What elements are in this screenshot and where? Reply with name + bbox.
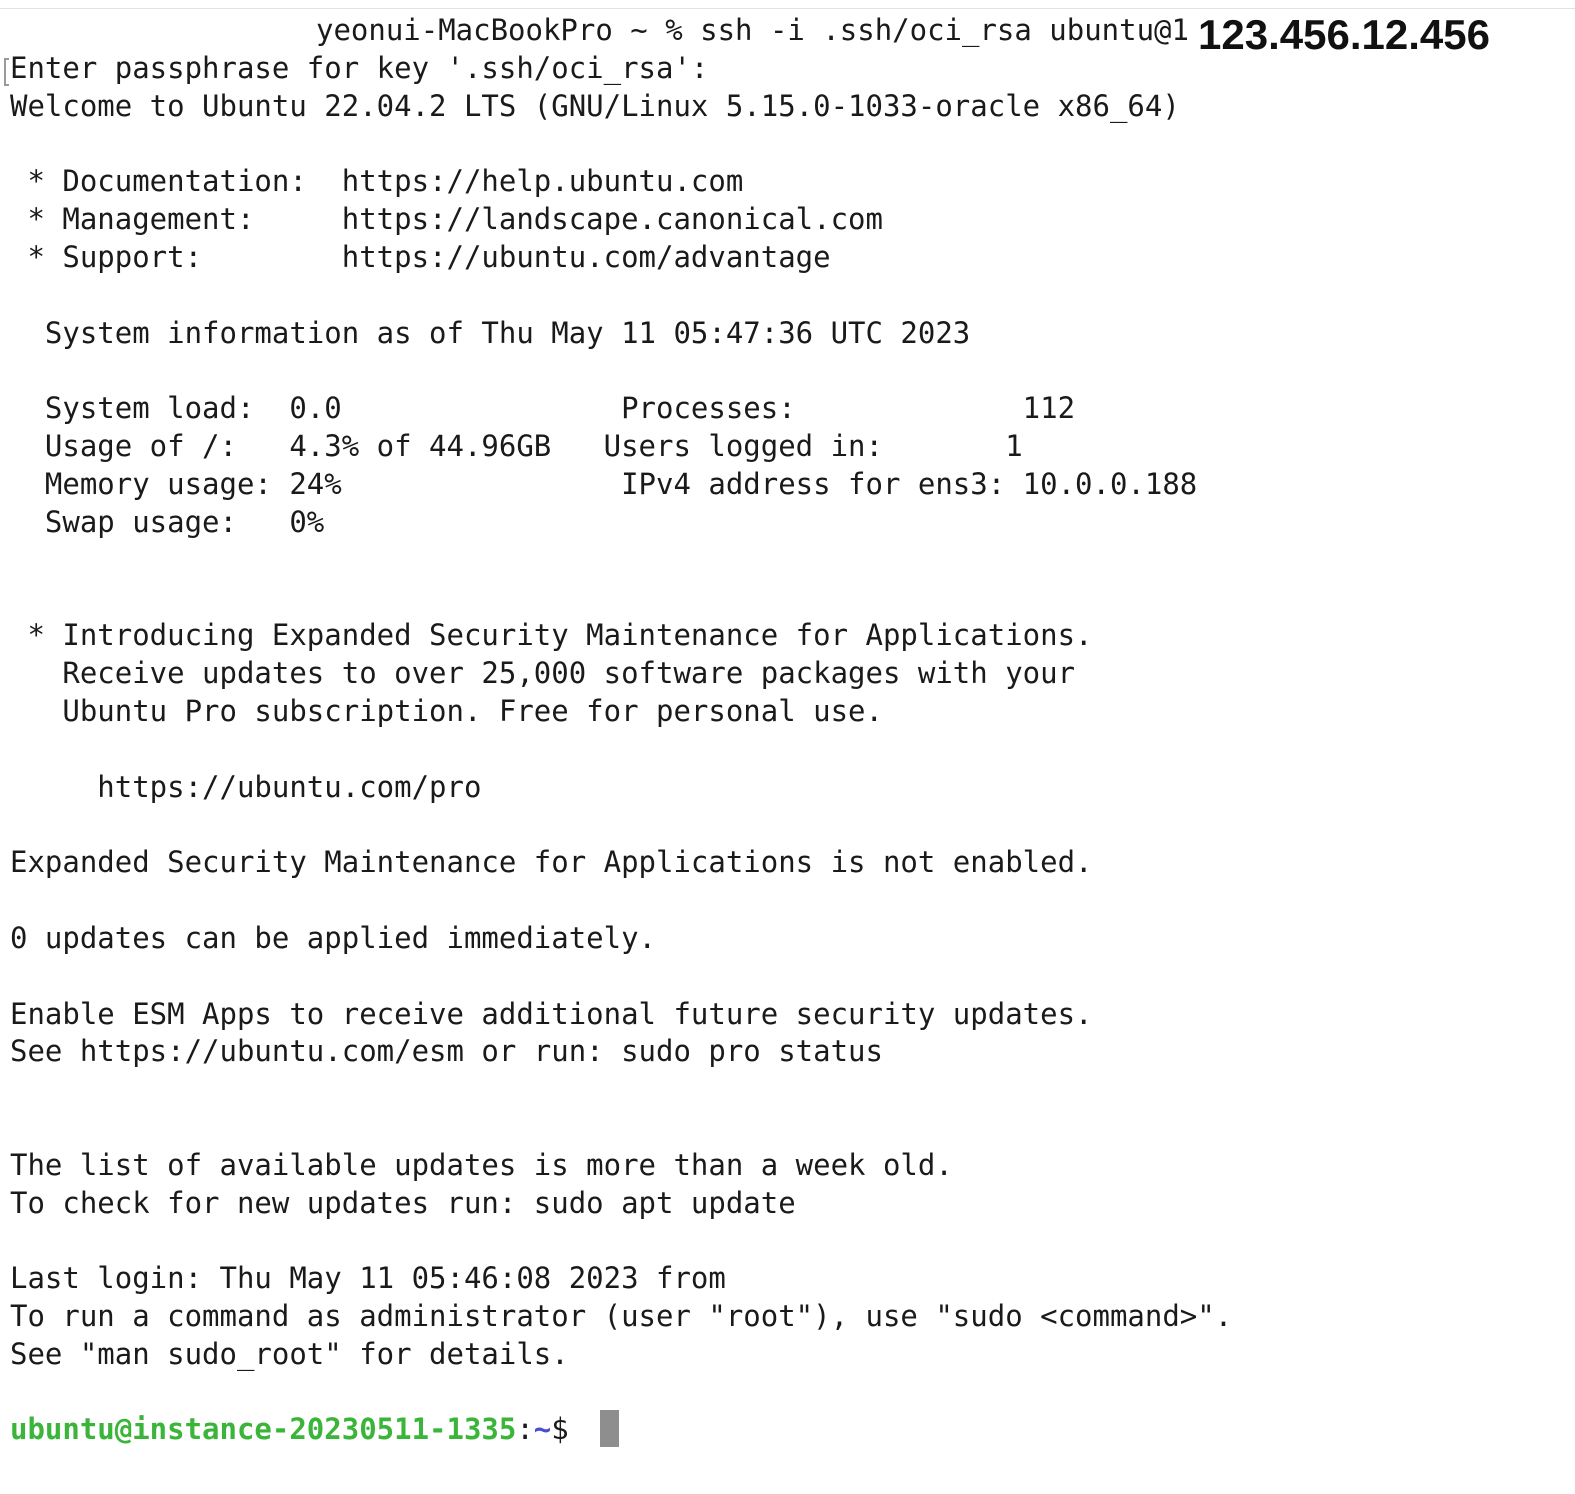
output-line: Memory usage: 24% IPv4 address for ens3: 10.0.0.188: [10, 467, 1198, 501]
output-line: System load: 0.0 Processes: 112: [10, 391, 1076, 425]
output-line: Swap usage: 0%: [10, 505, 325, 539]
output-line: Last login: Thu May 11 05:46:08 2023 from: [10, 1261, 726, 1295]
output-line: The list of available updates is more than a week old.: [10, 1148, 953, 1182]
prompt-colon: :: [516, 1412, 534, 1446]
output-line: * Introducing Expanded Security Maintenance for Applications.: [10, 618, 1093, 652]
output-line: System information as of Thu May 11 05:47:36 UTC 2023: [10, 316, 971, 350]
prompt-path: ~: [533, 1412, 552, 1446]
selection-marker-icon: [4, 58, 9, 86]
output-line: * Support: https://ubuntu.com/advantage: [10, 240, 831, 274]
shell-prompt[interactable]: [10, 1410, 569, 1448]
prompt-user-host: ubuntu@instance-20230511-1335: [10, 1412, 517, 1446]
output-line: Ubuntu Pro subscription. Free for personal use.: [10, 694, 883, 728]
output-line: https://ubuntu.com/pro: [10, 770, 482, 804]
text-cursor-icon: [600, 1410, 619, 1447]
ssh-command-line: yeonui-MacBookPro ~ % ssh -i .ssh/oci_rsa ubuntu@1: [316, 13, 1189, 47]
output-line: Enter passphrase for key '.ssh/oci_rsa':: [10, 51, 709, 85]
output-line: * Documentation: https://help.ubuntu.com: [10, 164, 744, 198]
output-line: Enable ESM Apps to receive additional future security updates.: [10, 997, 1093, 1031]
output-line: 0 updates can be applied immediately.: [10, 921, 657, 955]
output-line: Welcome to Ubuntu 22.04.2 LTS (GNU/Linux 5.15.0-1033-oracle x86_64): [10, 89, 1180, 123]
output-line: Receive updates to over 25,000 software packages with your: [10, 656, 1076, 690]
prompt-dollar: $: [551, 1412, 569, 1446]
output-line: See https://ubuntu.com/esm or run: sudo pro status: [10, 1034, 883, 1068]
output-line: Expanded Security Maintenance for Applications is not enabled.: [10, 845, 1093, 879]
output-line: To run a command as administrator (user "root"), use "sudo <command>".: [10, 1299, 1233, 1333]
output-line: Usage of /: 4.3% of 44.96GB Users logged in: 1: [10, 429, 1023, 463]
window-top-edge: [0, 0, 1575, 9]
output-line: To check for new updates run: sudo apt update: [10, 1186, 796, 1220]
masked-host-address: 123.456.12.456: [1198, 11, 1490, 58]
output-line: * Management: https://landscape.canonical.com: [10, 202, 883, 236]
output-line: See "man sudo_root" for details.: [10, 1337, 569, 1371]
